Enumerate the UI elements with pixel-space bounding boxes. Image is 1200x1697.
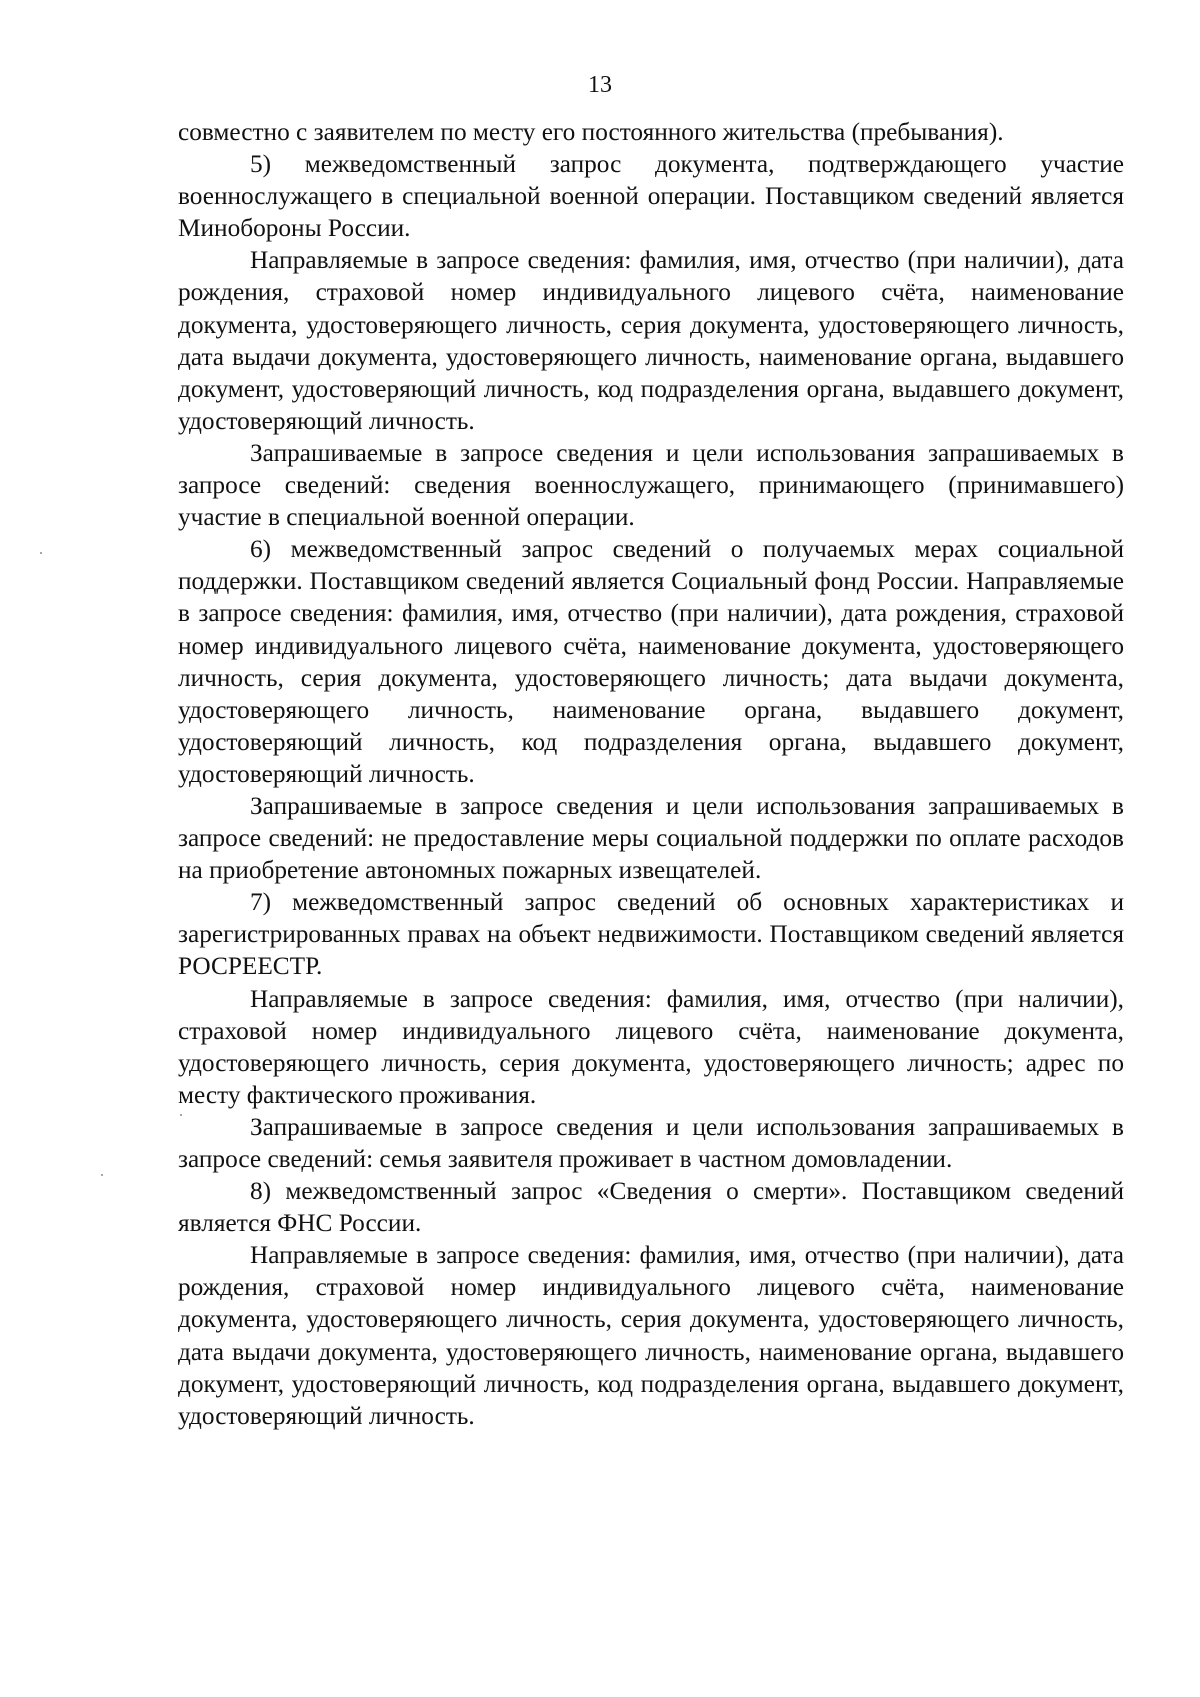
paragraph-item-6: 6) межведомственный запрос сведений о получаемых мерах социальной поддержки. Поставщиком сведений является Социальный фонд России. Направляемые в запросе сведения: фамилия, имя, отчество (при наличии), дата рождения, страховой номер индивидуального лицевого счёта, наименование документа, удостоверяющего личность, серия документа, удостоверяющего личность; дата выдачи документа, удостоверяющего личность, наименование органа, выдавшего документ, удостоверяющий личность, код подразделения органа, выдавшего документ, удостоверяющий личность. — [178, 535, 1124, 788]
paragraph-item-5-requested-data: Запрашиваемые в запросе сведения и цели использования запрашиваемых в запросе сведений: сведения военнослужащего, принимающего (принимавшего) участие в специальной военной операции. — [178, 438, 1124, 532]
paragraph-item-7-requested-data: Запрашиваемые в запросе сведения и цели использования запрашиваемых в запросе сведений: семья заявителя проживает в частном домовладении. — [178, 1112, 1124, 1173]
scan-speck — [180, 1114, 182, 1116]
paragraph-continuation: совместно с заявителем по месту его постоянного жительства (пребывания). — [178, 118, 1004, 146]
paragraph-item-6-requested-data: Запрашиваемые в запросе сведения и цели использования запрашиваемых в запросе сведений: не предоставление меры социальной поддержки по оплате расходов на приобретение автономных пожарных извещателей. — [178, 791, 1124, 885]
document-body — [178, 116, 1124, 1432]
page-number: 13 — [588, 72, 612, 98]
paragraph-item-7-sent-data: Направляемые в запросе сведения: фамилия, имя, отчество (при наличии), страховой номер индивидуального лицевого счёта, наименование документа, удостоверяющего личность, серия документа, удостоверяющего личность; адрес по месту фактического проживания. — [178, 984, 1124, 1109]
paragraph-item-5-sent-data: Направляемые в запросе сведения: фамилия, имя, отчество (при наличии), дата рождения, страховой номер индивидуального лицевого счёта, наименование документа, удостоверяющего личность, серия документа, удостоверяющего личность, дата выдачи документа, удостоверяющего личность, наименование органа, выдавшего документ, удостоверяющий личность, код подразделения органа, выдавшего документ, удостоверяющий личность. — [178, 246, 1124, 435]
scan-speck — [40, 552, 42, 554]
paragraph-item-8-sent-data: Направляемые в запросе сведения: фамилия, имя, отчество (при наличии), дата рождения, страховой номер индивидуального лицевого счёта, наименование документа, удостоверяющего личность, серия документа, удостоверяющего личность, дата выдачи документа, удостоверяющего личность, наименование органа, выдавшего документ, удостоверяющий личность, код подразделения органа, выдавшего документ, удостоверяющий личность. — [178, 1241, 1124, 1430]
scan-speck — [101, 1174, 103, 1176]
paragraph-item-5: 5) межведомственный запрос документа, подтверждающего участие военнослужащего в специальной военной операции. Поставщиком сведений является Минобороны России. — [178, 150, 1124, 243]
paragraph-item-8: 8) межведомственный запрос «Сведения о смерти». Поставщиком сведений является ФНС России. — [178, 1177, 1124, 1238]
paragraph-item-7: 7) межведомственный запрос сведений об основных характеристиках и зарегистрированных правах на объект недвижимости. Поставщиком сведений является РОСРЕЕСТР. — [178, 888, 1124, 981]
